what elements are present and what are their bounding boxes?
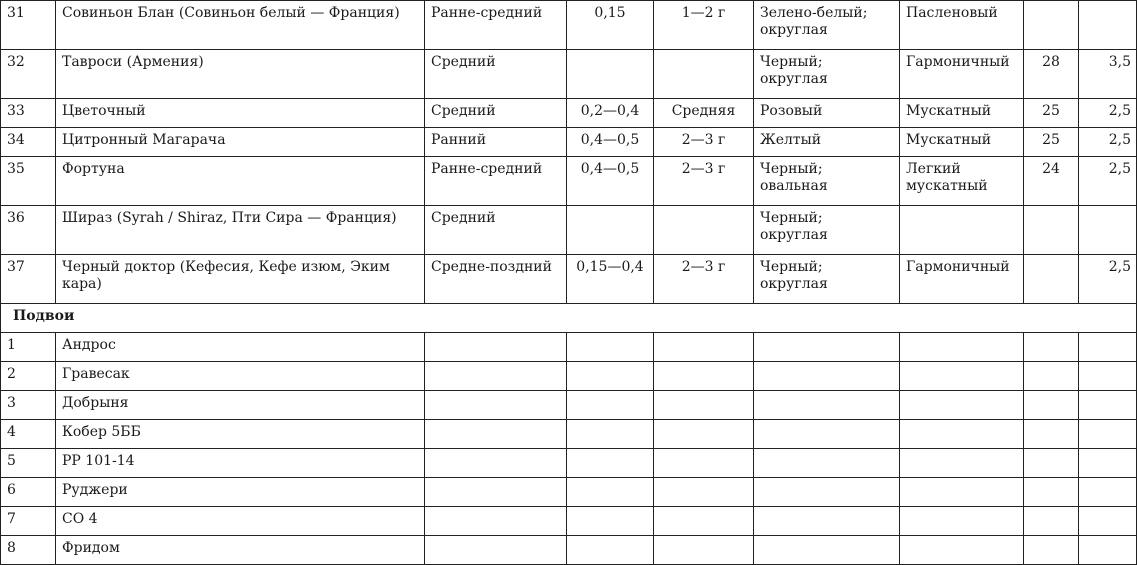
empty-cell <box>654 420 754 449</box>
ripening-period: Ранне-средний <box>425 157 567 206</box>
empty-cell <box>900 420 1024 449</box>
yield-value: 0,4—0,5 <box>567 157 654 206</box>
row-number: 35 <box>1 157 56 206</box>
empty-cell <box>567 478 654 507</box>
variety-name: Цветочный <box>56 99 425 128</box>
empty-cell <box>425 420 567 449</box>
empty-cell <box>754 420 900 449</box>
empty-cell <box>754 333 900 362</box>
berry-color-shape: Черный; овальная <box>754 157 900 206</box>
berry-color-shape: Розовый <box>754 99 900 128</box>
empty-cell <box>654 391 754 420</box>
sugar-value <box>1024 255 1079 304</box>
empty-cell <box>754 536 900 565</box>
variety-name: Цитронный Магарача <box>56 128 425 157</box>
empty-cell <box>1079 362 1137 391</box>
table-row <box>1 536 1137 565</box>
empty-cell <box>425 449 567 478</box>
empty-cell <box>1024 362 1079 391</box>
empty-cell <box>1024 449 1079 478</box>
empty-cell <box>1079 536 1137 565</box>
empty-cell <box>567 536 654 565</box>
empty-cell <box>754 507 900 536</box>
rootstock-name: Добрыня <box>56 391 425 420</box>
table-row <box>1 333 1137 362</box>
table-row <box>1 449 1137 478</box>
berry-color-shape: Черный; округлая <box>754 255 900 304</box>
yield-value: 0,4—0,5 <box>567 128 654 157</box>
row-number: 7 <box>1 507 56 536</box>
empty-cell <box>567 449 654 478</box>
taste: Пасленовый <box>900 1 1024 50</box>
empty-cell <box>654 362 754 391</box>
variety-name: Совиньон Блан (Совиньон белый — Франция) <box>56 1 425 50</box>
taste: Мускатный <box>900 128 1024 157</box>
row-number: 33 <box>1 99 56 128</box>
empty-cell <box>654 333 754 362</box>
empty-cell <box>1079 420 1137 449</box>
empty-cell <box>425 536 567 565</box>
taste: Гармоничный <box>900 50 1024 99</box>
cluster-value: 1—2 г <box>654 1 754 50</box>
cluster-value: 2—3 г <box>654 128 754 157</box>
table-row <box>1 157 1137 206</box>
table-row <box>1 1 1137 50</box>
sugar-value <box>1024 1 1079 50</box>
sugar-value: 25 <box>1024 128 1079 157</box>
taste <box>900 206 1024 255</box>
sugar-value: 24 <box>1024 157 1079 206</box>
berry-color-shape: Зелено-белый; округлая <box>754 1 900 50</box>
score-value: 2,5 <box>1079 255 1137 304</box>
variety-name: Фортуна <box>56 157 425 206</box>
row-number: 37 <box>1 255 56 304</box>
ripening-period: Средний <box>425 50 567 99</box>
empty-cell <box>425 478 567 507</box>
empty-cell <box>754 391 900 420</box>
rootstock-name: Руджери <box>56 478 425 507</box>
empty-cell <box>900 478 1024 507</box>
variety-name: Шираз (Syrah / Shiraz, Пти Сира — Франция) <box>56 206 425 255</box>
yield-value: 0,15 <box>567 1 654 50</box>
empty-cell <box>754 449 900 478</box>
table-row <box>1 255 1137 304</box>
score-value: 2,5 <box>1079 157 1137 206</box>
empty-cell <box>567 391 654 420</box>
empty-cell <box>1079 507 1137 536</box>
berry-color-shape: Желтый <box>754 128 900 157</box>
ripening-period: Ранний <box>425 128 567 157</box>
sugar-value: 28 <box>1024 50 1079 99</box>
empty-cell <box>900 333 1024 362</box>
empty-cell <box>1079 478 1137 507</box>
table-row <box>1 128 1137 157</box>
taste: Мускатный <box>900 99 1024 128</box>
empty-cell <box>1024 536 1079 565</box>
section-header-row <box>1 304 1137 333</box>
cluster-value <box>654 50 754 99</box>
row-number: 2 <box>1 362 56 391</box>
empty-cell <box>567 507 654 536</box>
row-number: 1 <box>1 333 56 362</box>
berry-color-shape: Черный; округлая <box>754 206 900 255</box>
score-value: 2,5 <box>1079 99 1137 128</box>
empty-cell <box>900 391 1024 420</box>
berry-color-shape: Черный; округлая <box>754 50 900 99</box>
row-number: 31 <box>1 1 56 50</box>
taste: Гармоничный <box>900 255 1024 304</box>
empty-cell <box>654 536 754 565</box>
table-row <box>1 206 1137 255</box>
cluster-value <box>654 206 754 255</box>
row-number: 3 <box>1 391 56 420</box>
table-row <box>1 99 1137 128</box>
empty-cell <box>1079 333 1137 362</box>
row-number: 36 <box>1 206 56 255</box>
rootstock-name: Фридом <box>56 536 425 565</box>
row-number: 5 <box>1 449 56 478</box>
row-number: 4 <box>1 420 56 449</box>
empty-cell <box>425 362 567 391</box>
ripening-period: Средний <box>425 206 567 255</box>
sugar-value <box>1024 206 1079 255</box>
ripening-period: Средне-поздний <box>425 255 567 304</box>
empty-cell <box>654 449 754 478</box>
score-value <box>1079 206 1137 255</box>
taste: Легкий мускатный <box>900 157 1024 206</box>
cluster-value: Средняя <box>654 99 754 128</box>
row-number: 6 <box>1 478 56 507</box>
rootstock-name: Гравесак <box>56 362 425 391</box>
score-value: 3,5 <box>1079 50 1137 99</box>
empty-cell <box>900 449 1024 478</box>
table-row <box>1 362 1137 391</box>
table-row <box>1 507 1137 536</box>
table-row <box>1 391 1137 420</box>
row-number: 34 <box>1 128 56 157</box>
ripening-period: Средний <box>425 99 567 128</box>
empty-cell <box>1024 420 1079 449</box>
variety-name: Тавроси (Армения) <box>56 50 425 99</box>
ripening-period: Ранне-средний <box>425 1 567 50</box>
score-value: 2,5 <box>1079 128 1137 157</box>
empty-cell <box>567 420 654 449</box>
variety-name: Черный доктор (Кефесия, Кефе изюм, Эким кара) <box>56 255 425 304</box>
yield-value: 0,2—0,4 <box>567 99 654 128</box>
empty-cell <box>1079 449 1137 478</box>
empty-cell <box>1024 478 1079 507</box>
empty-cell <box>425 507 567 536</box>
empty-cell <box>425 391 567 420</box>
empty-cell <box>567 333 654 362</box>
empty-cell <box>754 478 900 507</box>
rootstock-name: СО 4 <box>56 507 425 536</box>
row-number: 32 <box>1 50 56 99</box>
empty-cell <box>654 507 754 536</box>
yield-value <box>567 206 654 255</box>
rootstock-name: Андрос <box>56 333 425 362</box>
empty-cell <box>1024 391 1079 420</box>
empty-cell <box>900 507 1024 536</box>
empty-cell <box>754 362 900 391</box>
row-number: 8 <box>1 536 56 565</box>
section-title: Подвои <box>1 304 1137 333</box>
table-row <box>1 478 1137 507</box>
cluster-value: 2—3 г <box>654 255 754 304</box>
yield-value <box>567 50 654 99</box>
rootstock-name: РР 101-14 <box>56 449 425 478</box>
empty-cell <box>900 536 1024 565</box>
table-row <box>1 50 1137 99</box>
empty-cell <box>1024 507 1079 536</box>
empty-cell <box>425 333 567 362</box>
empty-cell <box>900 362 1024 391</box>
table-row <box>1 420 1137 449</box>
score-value <box>1079 1 1137 50</box>
cluster-value: 2—3 г <box>654 157 754 206</box>
empty-cell <box>1024 333 1079 362</box>
empty-cell <box>1079 391 1137 420</box>
empty-cell <box>654 478 754 507</box>
rootstock-name: Кобер 5ББ <box>56 420 425 449</box>
empty-cell <box>567 362 654 391</box>
yield-value: 0,15—0,4 <box>567 255 654 304</box>
sugar-value: 25 <box>1024 99 1079 128</box>
